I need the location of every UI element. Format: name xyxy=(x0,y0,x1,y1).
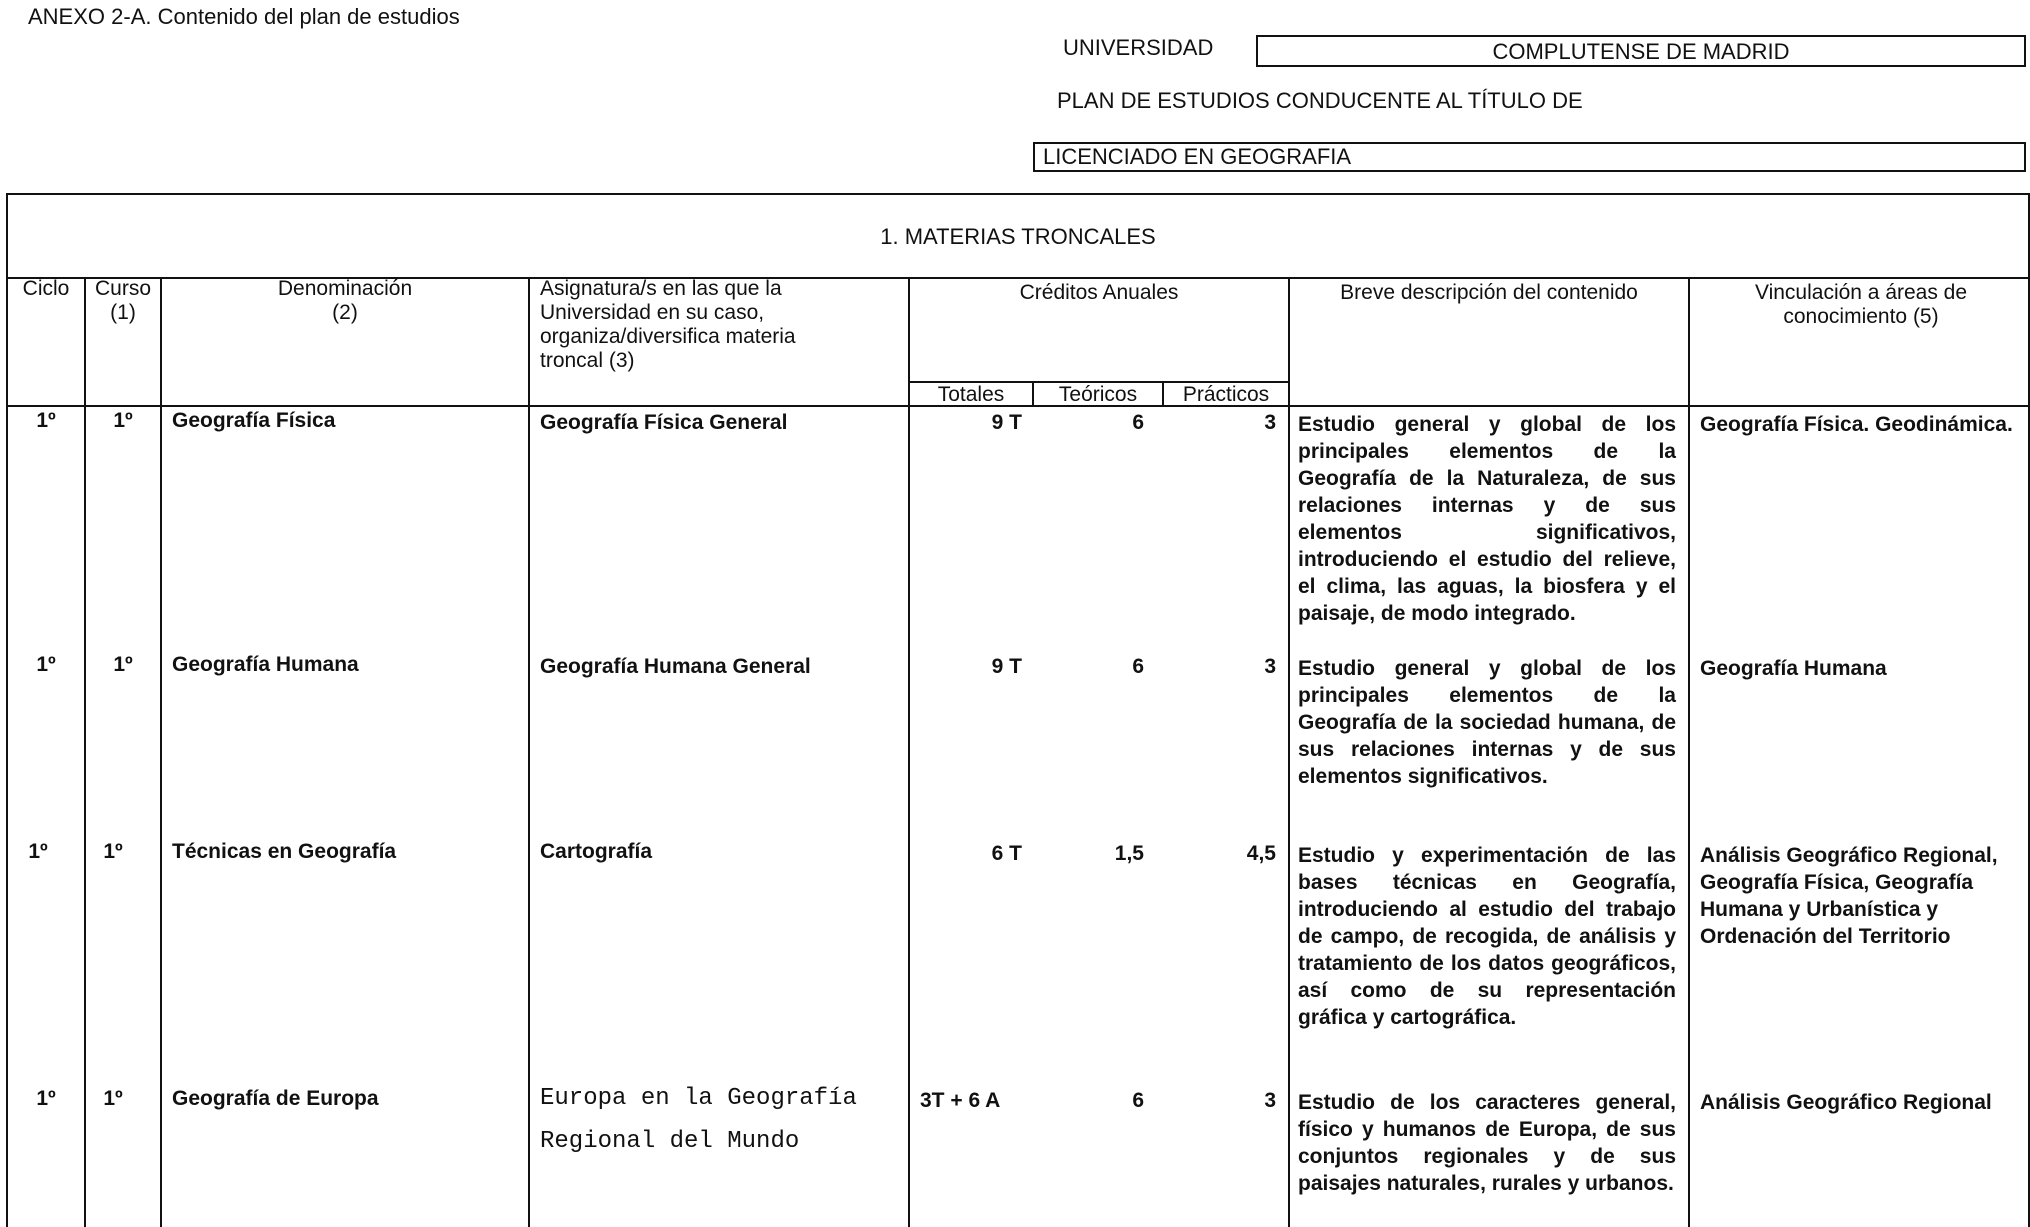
col-header-ciclo: Ciclo xyxy=(22,277,70,300)
col-divider xyxy=(1688,277,1690,1227)
cell-vinculacion: Análisis Geográfico Regional, Geografía Física, Geografía Humana y Urbanística y Ordenación del Territorio xyxy=(1700,844,1998,948)
col-header-curso-note: (1) xyxy=(110,301,136,324)
col-header-practicos: Prácticos xyxy=(1182,383,1270,406)
cell-curso: 1º xyxy=(103,1087,123,1110)
col-header-totales: Totales xyxy=(937,383,1005,406)
cell-descripcion: Estudio y experimentación de las bases técnicas en Geografía, introduciendo al estudio del trabajo de campo, de recogida, de análisis y tratamiento de los datos geográficos, así como de su representación gráfica y cartográfica. xyxy=(1298,844,1676,1029)
col-header-denominacion: Denominación xyxy=(277,277,413,300)
cell-practicos: 3 xyxy=(1264,1089,1276,1112)
cell-asignatura: Geografía Física General xyxy=(540,411,788,434)
university-label: UNIVERSIDAD xyxy=(1063,35,1214,60)
cell-denominacion: Técnicas en Geografía xyxy=(172,840,397,863)
cell-ciclo: 1º xyxy=(36,409,56,432)
plan-label: PLAN DE ESTUDIOS CONDUCENTE AL TÍTULO DE xyxy=(1057,88,1583,113)
cell-denominacion: Geografía Física xyxy=(172,409,336,432)
col-divider xyxy=(160,277,162,1227)
cell-descripcion: Estudio general y global de los principales elementos de la Geografía de la Naturaleza, de sus relaciones internas y de sus elementos significativos, introduciendo el estudio del relieve, el clima, las aguas, la biosfera y el paisaje, de modo integrado. xyxy=(1298,413,1676,625)
cell-vinculacion: Análisis Geográfico Regional xyxy=(1700,1091,1992,1114)
cell-practicos: 3 xyxy=(1264,655,1276,678)
cell-totales: 3T + 6 A xyxy=(920,1089,1001,1112)
cell-descripcion: Estudio general y global de los principales elementos de la Geografía de la sociedad humana, de sus relaciones internas y de sus elementos significativos. xyxy=(1298,657,1676,788)
col-header-descripcion: Breve descripción del contenido xyxy=(1340,281,1638,304)
cell-teoricos: 6 xyxy=(1132,655,1144,678)
university-name-box: COMPLUTENSE DE MADRID xyxy=(1256,35,2026,67)
cell-teoricos: 6 xyxy=(1132,1089,1144,1112)
cell-curso: 1º xyxy=(113,653,133,676)
cell-teoricos: 6 xyxy=(1132,411,1144,434)
cell-practicos: 3 xyxy=(1264,411,1276,434)
cell-vinculacion: Geografía Física. Geodinámica. xyxy=(1700,413,2013,436)
cell-asignatura: Cartografía xyxy=(540,840,653,863)
col-header-vinculacion: Vinculación a áreas de conocimiento (5) xyxy=(1754,281,1968,328)
col-divider xyxy=(528,277,530,1227)
cell-asignatura: Geografía Humana General xyxy=(540,655,811,678)
cell-denominacion: Geografía de Europa xyxy=(172,1087,379,1110)
annex-title: ANEXO 2-A. Contenido del plan de estudios xyxy=(28,4,460,29)
col-header-curso: Curso xyxy=(94,277,152,300)
col-header-teoricos: Teóricos xyxy=(1058,383,1138,406)
col-header-asignaturas: Asignatura/s en las que la Universidad en su caso, organiza/diversifica materia troncal (3) xyxy=(540,277,796,372)
section-title: 1. MATERIAS TRONCALES xyxy=(8,195,2028,279)
cell-totales: 9 T xyxy=(991,411,1022,434)
cell-descripcion: Estudio de los caracteres general, físico y humanos de Europa, de sus conjuntos regionales y de sus paisajes naturales, rurales y urbanos. xyxy=(1298,1091,1676,1195)
col-header-denominacion-note: (2) xyxy=(332,301,358,324)
cell-curso: 1º xyxy=(113,409,133,432)
cell-totales: 6 T xyxy=(991,842,1022,865)
cell-curso: 1º xyxy=(103,840,123,863)
cell-teoricos: 1,5 xyxy=(1114,842,1144,865)
cell-denominacion: Geografía Humana xyxy=(172,653,359,676)
cell-practicos: 4,5 xyxy=(1246,842,1276,865)
degree-title-box: LICENCIADO EN GEOGRAFIA xyxy=(1033,142,2026,172)
cell-totales: 9 T xyxy=(991,655,1022,678)
cell-ciclo: 1º xyxy=(36,653,56,676)
col-divider xyxy=(1288,277,1290,1227)
materias-troncales-table xyxy=(6,193,2030,1227)
cell-vinculacion: Geografía Humana xyxy=(1700,657,1887,680)
col-header-creditos: Créditos Anuales xyxy=(1019,281,1179,304)
cell-asignatura: Europa en la Geografía Regional del Mundo xyxy=(540,1085,857,1155)
cell-ciclo: 1º xyxy=(28,840,48,863)
cell-ciclo: 1º xyxy=(36,1087,56,1110)
